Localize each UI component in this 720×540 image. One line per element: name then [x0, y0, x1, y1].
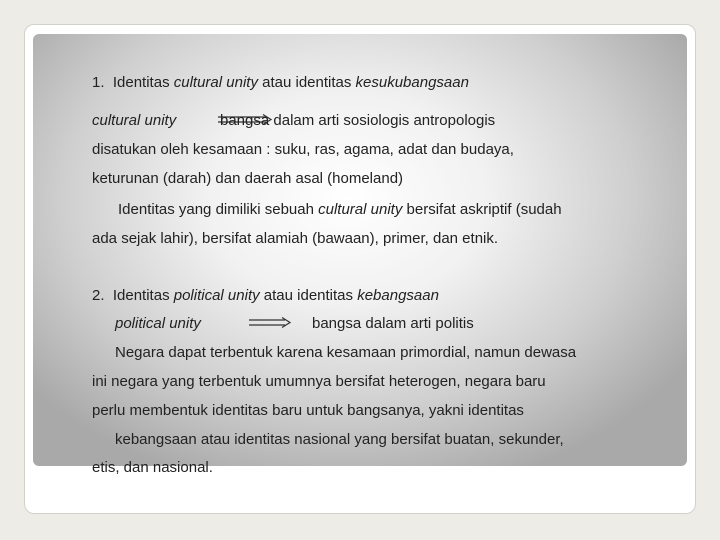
section-1-term [92, 112, 176, 130]
section-2-line-3: Negara dapat terbentuk karena kesamaan primordial, namun dewasa [115, 344, 577, 361]
section-1-heading-term: cultural unity [173, 74, 258, 91]
section-1-line-6: ada sejak lahir), bersifat alamiah (bawaan), primer, dan etnik. [92, 230, 499, 247]
section-1-line-3: disatukan oleh kesamaan : suku, ras, agama, adat dan budaya, [92, 141, 514, 158]
section-1-heading-text: Identitas [112, 74, 174, 91]
section-2-heading-term-2: kebangsaan [357, 287, 439, 304]
section-2-line-5: perlu membentuk identitas baru untuk bangsanya, yakni identitas [92, 402, 524, 419]
section-2-line-6: kebangsaan atau identitas nasional yang bersifat buatan, sekunder, [115, 431, 564, 448]
section-1-paragraph-term: cultural unity [318, 201, 403, 218]
section-2-heading [92, 287, 439, 305]
section-2-definition: bangsa dalam arti politis [312, 315, 474, 332]
section-2-line-4: ini negara yang terbentuk umumnya bersifat heterogen, negara baru [92, 373, 546, 390]
section-1-term-text: cultural unity [92, 112, 177, 129]
section-2-line-7: etis, dan nasional. [92, 459, 213, 476]
section-1-paragraph-text: Identitas yang dimiliki sebuah [118, 201, 319, 218]
section-2-heading-term: political unity [173, 287, 260, 304]
section-2-number: 2. [92, 287, 105, 304]
section-1-paragraph-text-2: bersifat askriptif (sudah [402, 201, 562, 218]
section-1-line-4: keturunan (darah) dan daerah asal (homeland) [92, 170, 404, 187]
section-2-term-text: political unity [115, 315, 201, 332]
double-line-arrow-right-icon [247, 317, 293, 329]
section-2-heading-text: Identitas [112, 287, 174, 304]
section-1-heading [92, 74, 469, 92]
section-1-paragraph [118, 201, 562, 219]
section-1-heading-term-2: kesukubangsaan [355, 74, 469, 91]
section-1-number: 1. [92, 74, 105, 91]
section-2-heading-mid: atau identitas [259, 287, 358, 304]
section-1-definition: bangsa dalam arti sosiologis antropologis [220, 112, 496, 129]
section-1-heading-mid: atau identitas [257, 74, 356, 91]
section-2-term [115, 315, 201, 333]
